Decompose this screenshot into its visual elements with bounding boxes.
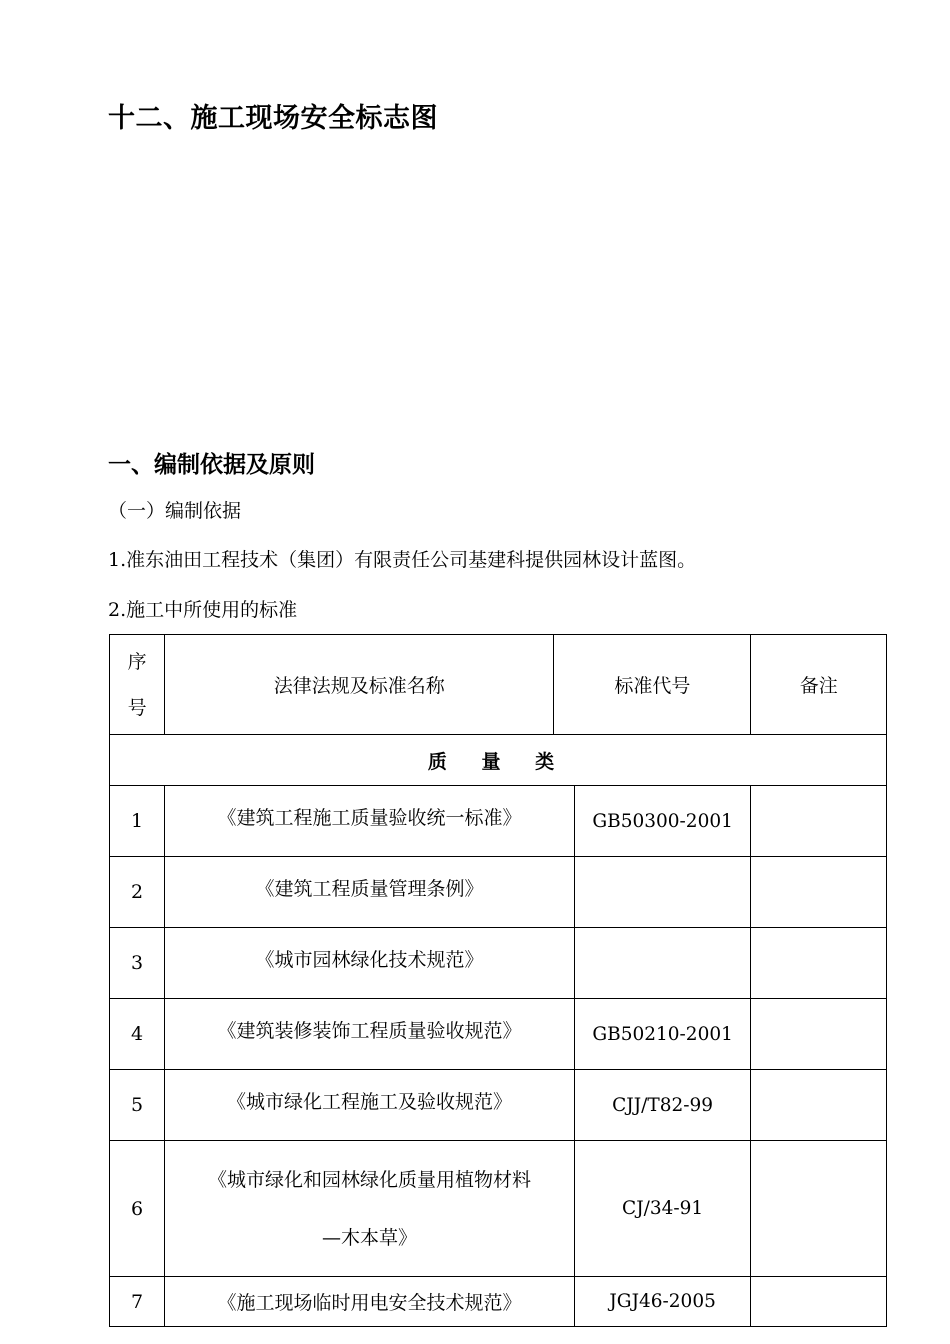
header-name-code [165,635,751,735]
row-note [751,999,887,1070]
row-note [751,1141,887,1277]
row-no: 1 [110,786,165,857]
table-row [110,999,887,1070]
table-row [110,928,887,999]
header-no [110,635,165,735]
header-no-line1: 序 [127,650,147,673]
row-no: 5 [110,1070,165,1141]
header-name: 法律法规及标准名称 [165,635,554,734]
row-code: GB50300-2001 [574,786,751,857]
row-name [165,1141,575,1277]
table-row [110,1277,887,1327]
row-no: 4 [110,999,165,1070]
row-name: 《建筑工程施工质量验收统一标准》 [165,786,575,857]
row-name: 《施工现场临时用电安全技术规范》 [165,1277,575,1327]
row-code: CJ/34-91 [574,1141,751,1277]
row-code: GB50210-2001 [574,999,751,1070]
table-row [110,1070,887,1141]
paragraph-item-2: 2.施工中所使用的标准 [108,599,298,621]
paragraph-item-1: 1.准东油田工程技术（集团）有限责任公司基建科提供园林设计蓝图。 [108,549,697,571]
row-name-line2: —木本草》 [321,1226,417,1249]
category-row [110,735,887,786]
row-no: 3 [110,928,165,999]
row-note [751,1070,887,1141]
row-name-line1: 《城市绿化和园林绿化质量用植物材料 [207,1168,531,1191]
page-title: 十二、施工现场安全标志图 [108,103,438,134]
header-no-line2: 号 [127,696,147,719]
row-note [751,928,887,999]
row-no: 7 [110,1277,165,1327]
row-code [574,857,751,928]
row-code: CJJ/T82-99 [574,1070,751,1141]
subheading: （一）编制依据 [108,500,242,522]
row-name: 《建筑装修装饰工程质量验收规范》 [165,999,575,1070]
row-note [751,857,887,928]
header-code: 标准代号 [614,675,691,697]
table-header-row [110,635,887,735]
row-name: 《城市园林绿化技术规范》 [165,928,575,999]
row-no: 6 [110,1141,165,1277]
table-row [110,1141,887,1277]
category-label: 质 量 类 [110,735,887,786]
section-heading: 一、编制依据及原则 [108,452,315,478]
table-row [110,857,887,928]
table-row [110,786,887,857]
row-name: 《城市绿化工程施工及验收规范》 [165,1070,575,1141]
row-code [574,928,751,999]
row-note [751,786,887,857]
row-no: 2 [110,857,165,928]
row-code: JGJ46-2005 [574,1277,751,1327]
standards-table [109,634,887,1327]
row-name: 《建筑工程质量管理条例》 [165,857,575,928]
header-note: 备注 [751,635,887,735]
row-note [751,1277,887,1327]
